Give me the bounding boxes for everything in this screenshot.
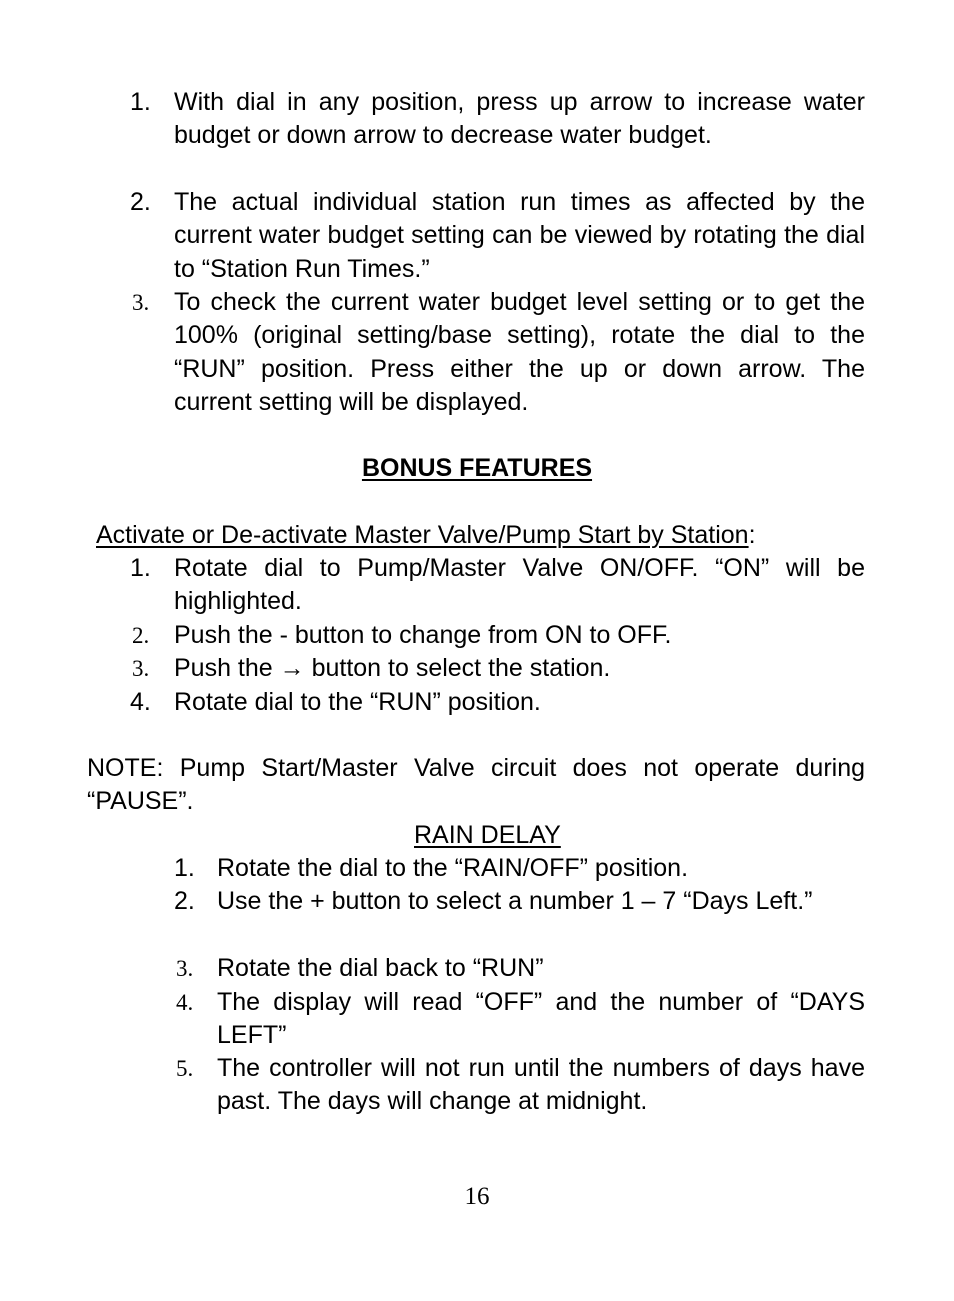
list-item-text: With dial in any position, press up arrow to increase water budget or down arrow to decrease water budget.: [174, 88, 865, 150]
list-item-text: To check the current water budget level setting or to get the 100% (original setting/base setting), rotate the dial to the “RUN” position. Press either the up or down arrow. The current setting will be displayed.: [174, 288, 865, 417]
list-item: [174, 1052, 865, 1119]
list-item-text: Rotate dial to Pump/Master Valve ON/OFF. “ON” will be highlighted.: [174, 554, 865, 616]
list-item-number: 2.: [174, 887, 195, 915]
list-item-number: 3.: [132, 656, 150, 681]
list-item: [174, 952, 865, 986]
list-item-text: The display will read “OFF” and the number of “DAYS LEFT”: [217, 988, 865, 1050]
subsection-heading-text: Activate or De-activate Master Valve/Pump Start by Station: [96, 521, 749, 549]
list-item-text: Rotate the dial back to “RUN”: [217, 954, 544, 982]
list-item-number: 3.: [176, 956, 194, 981]
list-item-text: The controller will not run until the numbers of days have past. The days will change at midnight.: [217, 1054, 865, 1116]
list-item-text: Use the + button to select a number 1 – 7 “Days Left.”: [217, 887, 813, 915]
list-item-text: The actual individual station run times as affected by the current water budget setting can be viewed by rotating the dial to “Station Run Times.”: [174, 188, 865, 283]
list-item: [130, 186, 865, 286]
list-item-number: 3.: [132, 290, 150, 315]
list-item: [174, 885, 865, 952]
list-item-text: Rotate the dial to the “RAIN/OFF” position.: [217, 854, 689, 882]
subsection-heading: RAIN DELAY: [414, 821, 561, 849]
list-item-text: Rotate dial to the “RUN” position.: [174, 688, 541, 716]
list-item-number: 1.: [174, 854, 195, 882]
page-number: 16: [464, 1183, 490, 1210]
section-heading: BONUS FEATURES: [361, 454, 593, 482]
list-item-text: Push the → button to select the station.: [174, 654, 611, 682]
list-item-number: 4.: [176, 990, 194, 1015]
subsection-heading: [96, 519, 756, 552]
list-item-number: 2.: [130, 188, 151, 216]
list-item: [130, 619, 865, 653]
list-item-text: Push the - button to change from ON to OFF.: [174, 621, 672, 649]
note-text: NOTE: Pump Start/Master Valve circuit does not operate during “PAUSE”.: [87, 754, 865, 816]
list-item: [174, 986, 865, 1053]
subsection-heading-colon: :: [748, 521, 756, 549]
list-item-number: 1.: [130, 88, 151, 116]
list-item: [130, 686, 865, 720]
list-item-number: 1.: [130, 554, 151, 582]
list-item: [130, 652, 865, 686]
list-item: [174, 852, 865, 886]
list-item: [130, 86, 865, 186]
list-item-number: 2.: [132, 623, 150, 648]
list-item: [130, 286, 865, 420]
list-item: [130, 552, 865, 619]
list-item-number: 5.: [176, 1056, 194, 1081]
list-item-number: 4.: [130, 688, 151, 716]
